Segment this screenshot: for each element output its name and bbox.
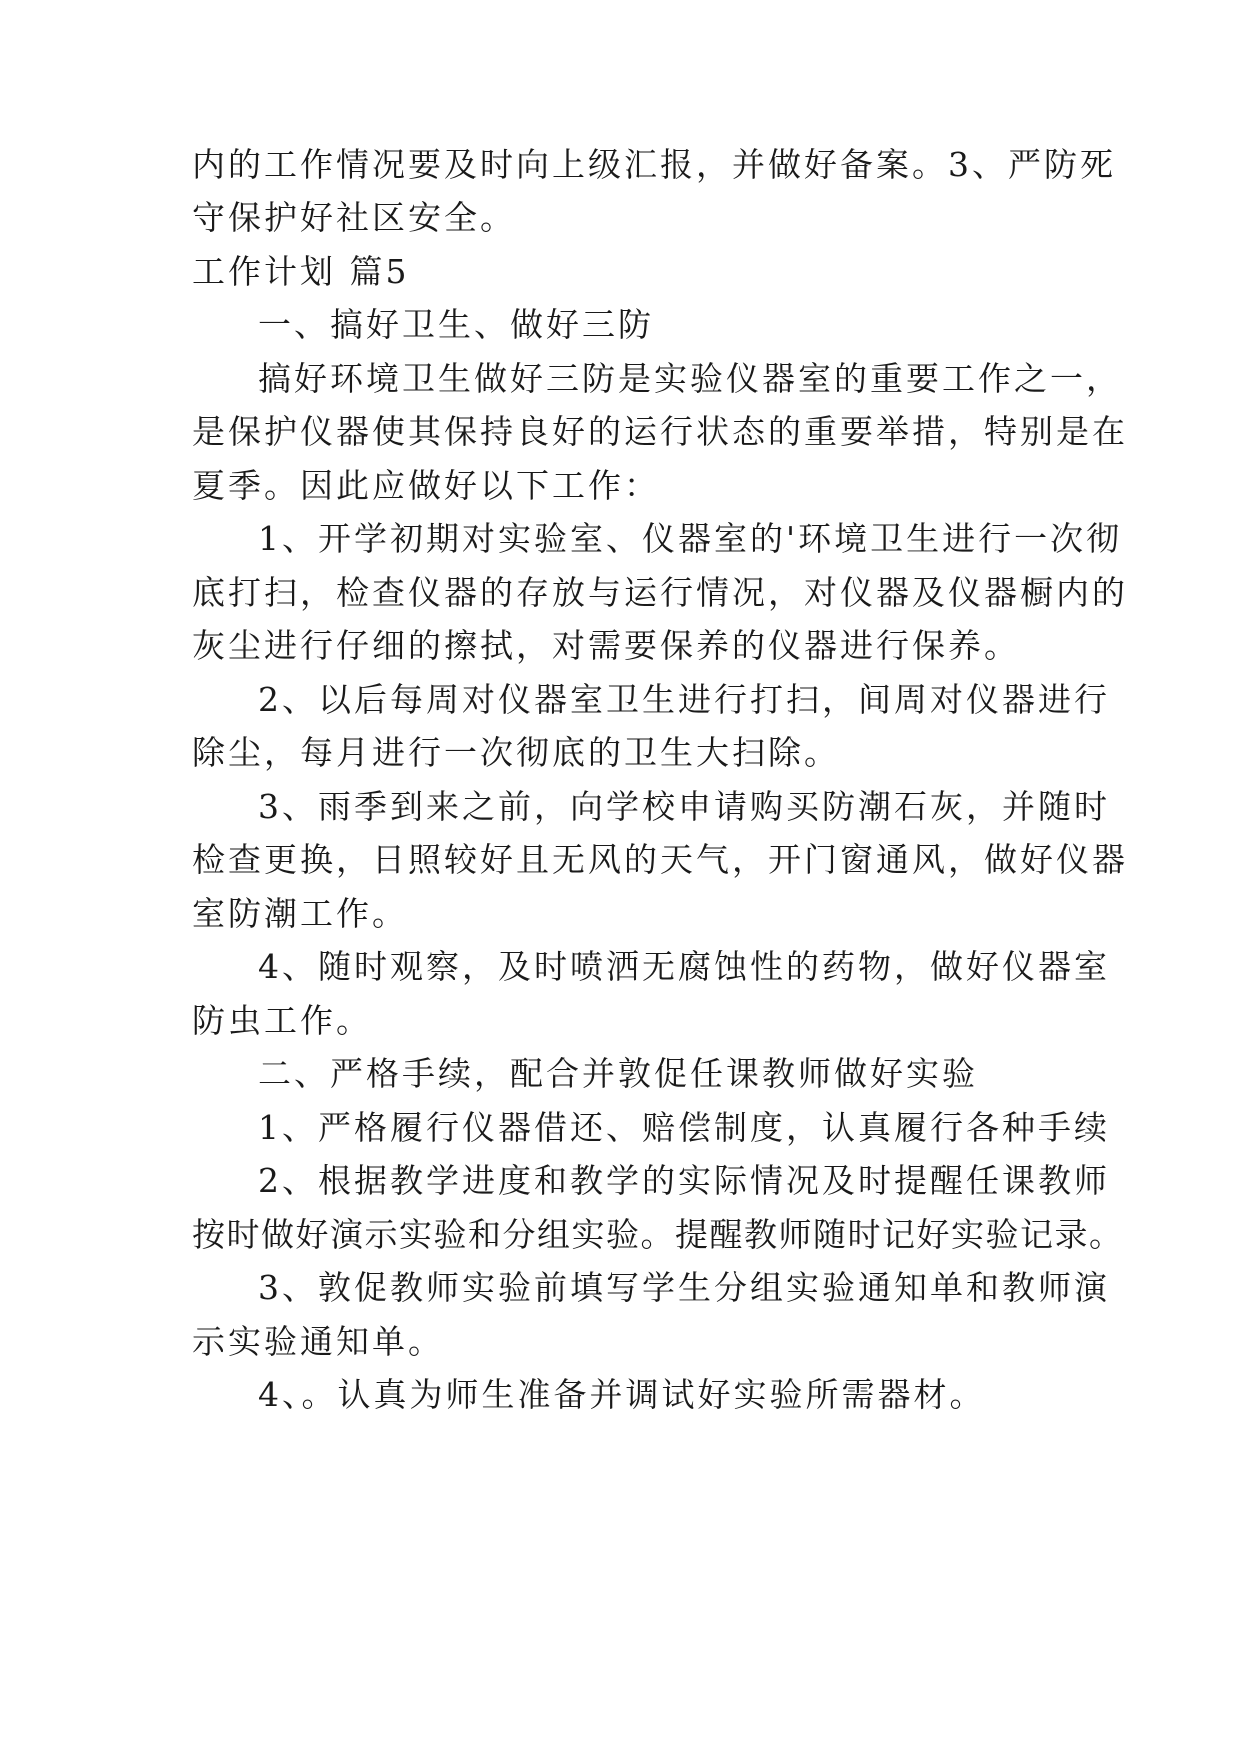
list-item: 3、敦促教师实验前填写学生分组实验通知单和教师演 (258, 1268, 1110, 1307)
text-line: 检查更换，日照较好且无风的天气，开门窗通风，做好仪器 (192, 840, 1128, 879)
text-line: 室防潮工作。 (192, 894, 408, 933)
list-item: 2、根据教学进度和教学的实际情况及时提醒任课教师 (258, 1161, 1110, 1200)
text-line: 是保护仪器使其保持良好的运行状态的重要举措，特别是在 (192, 412, 1128, 451)
list-item: 4、。认真为师生准备并调试好实验所需器材。 (258, 1375, 986, 1414)
text-line: 防虫工作。 (192, 1001, 372, 1040)
text-line: 守保护好社区安全。 (192, 198, 516, 237)
text-line: 按时做好演示实验和分组实验。提醒教师随时记好实验记录。 (192, 1215, 1124, 1254)
list-item: 1、严格履行仪器借还、赔偿制度，认真履行各种手续 (258, 1108, 1110, 1147)
list-item: 3、雨季到来之前，向学校申请购买防潮石灰，并随时 (258, 787, 1110, 826)
text-line: 内的工作情况要及时向上级汇报，并做好备案。3、严防死 (192, 145, 1116, 184)
subsection-heading: 二、严格手续，配合并敦促任课教师做好实验 (258, 1054, 978, 1093)
text-line: 底打扫，检查仪器的存放与运行情况，对仪器及仪器橱内的 (192, 573, 1128, 612)
text-line: 灰尘进行仔细的擦拭，对需要保养的仪器进行保养。 (192, 626, 1020, 665)
text-line: 除尘，每月进行一次彻底的卫生大扫除。 (192, 733, 840, 772)
text-line: 示实验通知单。 (192, 1322, 444, 1361)
section-heading: 工作计划 篇5 (192, 252, 410, 291)
subsection-heading: 一、搞好卫生、做好三防 (258, 305, 654, 344)
text-line: 夏季。因此应做好以下工作： (192, 466, 660, 505)
list-item: 1、开学初期对实验室、仪器室的'环境卫生进行一次彻 (258, 519, 1123, 558)
text-line: 搞好环境卫生做好三防是实验仪器室的重要工作之一， (258, 359, 1122, 398)
list-item: 4、随时观察，及时喷洒无腐蚀性的药物，做好仪器室 (258, 947, 1110, 986)
list-item: 2、以后每周对仪器室卫生进行打扫，间周对仪器进行 (258, 680, 1110, 719)
